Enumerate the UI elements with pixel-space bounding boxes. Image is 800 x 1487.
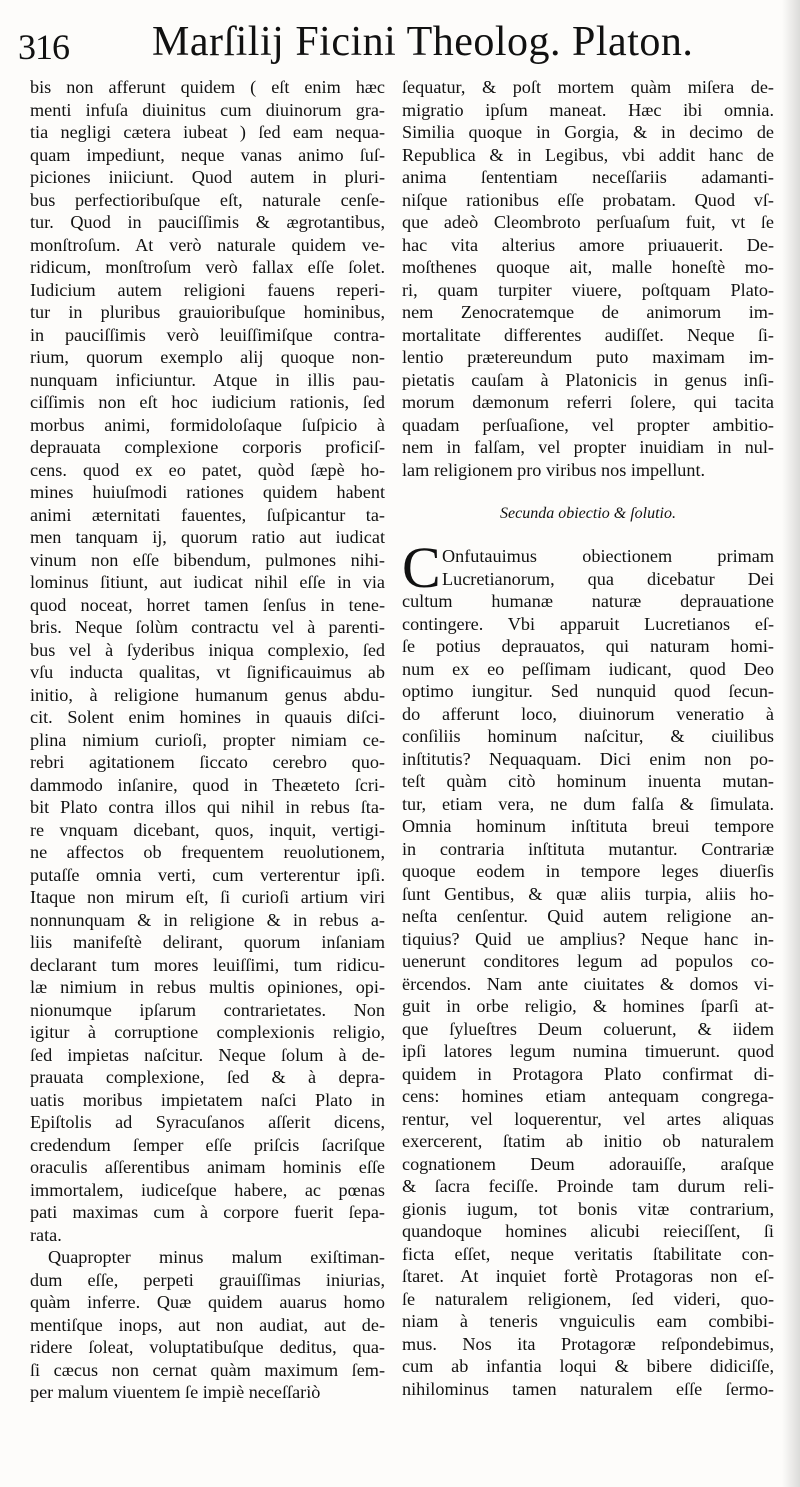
text-line: niam à teneris vnguiculis eam combibi- bbox=[402, 1311, 774, 1331]
text-line: cultum humanæ naturæ deprauatione bbox=[402, 591, 774, 611]
text-line: quadam perſuaſione, vel propter ambitio- bbox=[402, 414, 774, 435]
text-line: morum dæmonum referri ſolere, qui tacita bbox=[402, 392, 774, 412]
text-line: ne affectos ob frequentem reuolutionem, bbox=[30, 842, 385, 862]
drop-cap: C bbox=[402, 535, 441, 600]
right-text-column bbox=[402, 76, 774, 1400]
text-line: ridicum, monſtroſum verò fallax eſſe ſolet. bbox=[30, 257, 385, 277]
text-line: deprauata complexione corporis proficiſ- bbox=[30, 437, 385, 457]
text-line: ridere ſoleat, voluptatibuſque deditus, qua- bbox=[30, 1337, 385, 1357]
text-line: plina nimium curioſi, propter nimiam ce- bbox=[30, 729, 385, 750]
text-line: tur. Quod in pauciſſimis & ægrotantibus, bbox=[30, 212, 385, 232]
text-line: nem in falſam, vel propter inuidiam in nul- bbox=[402, 437, 774, 457]
text-line: ſe naturalem religionem, ſed videri, quo- bbox=[402, 1288, 774, 1309]
text-line: nionumque ipſarum contrarietates. Non bbox=[30, 999, 385, 1020]
text-line: rentur, vel loquerentur, vel artes aliquas bbox=[402, 1108, 774, 1129]
text-line: igitur à corruptione complexionis religio, bbox=[30, 1022, 385, 1042]
text-line: nonnunquam & in religione & in rebus a- bbox=[30, 909, 385, 930]
text-line: tia negligi cætera iubeat ) ſed eam nequa- bbox=[30, 122, 385, 142]
text-line: exercerent, ſtatim ab initio ob naturalem bbox=[402, 1131, 774, 1151]
text-line: men tanquam ij, quorum ratio aut iudicat bbox=[30, 527, 385, 547]
right-column-bottom-text bbox=[402, 590, 774, 1400]
text-line: cum ab infantia loqui & bibere didiciſſe, bbox=[402, 1356, 774, 1376]
text-line: per malum viuentem ſe impiè neceſſariò bbox=[30, 1382, 321, 1402]
text-line: hac vita alterius amore priuauerit. De- bbox=[402, 234, 774, 255]
page-header bbox=[18, 14, 778, 76]
text-line: lominus ſitiunt, aut iudicat nihil eſſe in via bbox=[30, 572, 385, 592]
text-line: vſu inducta qualitas, vt ſignificauimus ab bbox=[30, 662, 385, 682]
drop-cap-lines bbox=[402, 545, 774, 590]
text-line: cit. Solent enim homines in quauis diſci- bbox=[30, 707, 385, 727]
text-line: conſiliis hominum naſcitur, & ciuilibus bbox=[402, 726, 774, 746]
text-line: bris. Neque ſolùm contractu vel à parenti- bbox=[30, 617, 385, 637]
text-line: oraculis aſſerentibus animam hominis eſſe bbox=[30, 1157, 385, 1177]
text-line: moſthenes quoque ait, malle honeſtè mo- bbox=[402, 257, 774, 277]
text-line: migratio ipſum maneat. Hæc ibi omnia. bbox=[402, 99, 774, 120]
text-line: vinum non eſſe bibendum, pulmones nihi- bbox=[30, 549, 385, 570]
text-line: bus perfectioribuſque eſt, naturale cenſe- bbox=[30, 189, 385, 210]
text-line: rium, quorum exemplo alij quoque non- bbox=[30, 347, 385, 367]
text-line: quandoque homines alicubi reieciſſent, ſi bbox=[402, 1221, 774, 1241]
text-line: Similia quoque in Gorgia, & in decimo de bbox=[402, 122, 774, 142]
text-line: & ſacra feciſſe. Proinde tam durum reli- bbox=[402, 1176, 774, 1196]
text-line: Itaque non mirum eſt, ſi curioſi artium viri bbox=[30, 887, 385, 907]
text-line: Lucretianorum, qua dicebatur Dei bbox=[442, 568, 774, 589]
text-line: dum eſſe, perpeti grauiſſimas iniurias, bbox=[30, 1269, 385, 1290]
text-line: bit Plato contra illos qui nihil in rebus ſta- bbox=[30, 797, 385, 817]
text-line: mus. Nos ita Protagoræ reſpondebimus, bbox=[402, 1333, 774, 1354]
text-line: mines huiuſmodi rationes quidem habent bbox=[30, 482, 385, 502]
text-line: nunquam inficiuntur. Atque in illis pau- bbox=[30, 369, 385, 390]
text-line: quam impediunt, neque vanas animo ſuſ- bbox=[30, 144, 385, 165]
text-line: que ſylueſtres Deum coluerunt, & iidem bbox=[402, 1018, 774, 1039]
text-line: pietatis cauſam à Platonicis in genus inſi- bbox=[402, 369, 774, 390]
text-line: do afferunt loco, diuinorum veneratio à bbox=[402, 703, 774, 724]
text-line: Republica & in Legibus, vbi addit hanc de bbox=[402, 144, 774, 165]
text-line: piciones iniiciunt. Quod autem in pluri- bbox=[30, 167, 385, 187]
text-line: que adeò Cleombroto perſuaſum fuit, vt ſe bbox=[402, 212, 774, 232]
left-text-column bbox=[30, 76, 385, 1404]
text-line: niſque rationibus eſſe probatam. Quod vſ- bbox=[402, 189, 774, 210]
text-line: ficta eſſet, neque veritatis ſtabilitate con- bbox=[402, 1243, 774, 1264]
text-line: mentiſque inops, aut non audiat, aut de- bbox=[30, 1314, 385, 1335]
text-line: neſta cenſentur. Quid autem religione an- bbox=[402, 906, 774, 926]
text-line: nihilominus tamen naturalem eſſe ſermo- bbox=[402, 1378, 774, 1399]
text-line: dammodo inſanire, quod in Theæteto ſcri- bbox=[30, 774, 385, 795]
text-line: tiquius? Quid ue amplius? Neque hanc in- bbox=[402, 928, 774, 949]
text-line: læ nimium in rebus multis opiniones, opi- bbox=[30, 977, 385, 997]
text-line: Onfutauimus obiectionem primam bbox=[442, 546, 774, 566]
text-line: quàm inferre. Quæ quidem auarus homo bbox=[30, 1292, 385, 1312]
text-line: credendum ſemper eſſe priſcis ſacriſque bbox=[30, 1134, 385, 1155]
text-line: immortalem, iudiceſque habere, ac pœnas bbox=[30, 1179, 385, 1200]
text-line: lam religionem pro viribus nos impellunt. bbox=[402, 459, 706, 480]
text-line: putaſſe omnia verti, cum verterentur ipſi. bbox=[30, 864, 385, 885]
page-edge-shadow bbox=[782, 0, 800, 1487]
text-line: mortalitate differentes audiſſet. Neque ſi- bbox=[402, 324, 774, 345]
text-line: ſed impietas naſcitur. Neque ſolum à de- bbox=[30, 1044, 385, 1065]
text-line: morbus animi, formidoloſaque ſuſpicio à bbox=[30, 414, 385, 435]
text-line: num ex eo peſſimam iudicant, quod Deo bbox=[402, 658, 774, 679]
text-line: anima ſententiam neceſſariis adamanti- bbox=[402, 167, 774, 187]
running-title: Marſilij Ficini Theolog. Platon. bbox=[152, 19, 694, 65]
text-line: Iudicium autem religioni fauens reperi- bbox=[30, 279, 385, 300]
text-line: contingere. Vbi apparuit Lucretianos eſ- bbox=[402, 613, 774, 634]
text-line: nem Zenocratemque de animorum im- bbox=[402, 302, 774, 322]
text-line: menti infuſa diuinitus cum diuinorum gra- bbox=[30, 99, 385, 120]
text-line: Epiſtolis ad Syracuſanos aſſerit dicens, bbox=[30, 1112, 385, 1132]
text-line: teſt quàm citò hominum inuenta mutan- bbox=[402, 771, 774, 791]
text-line: ſunt Gentibus, & quæ aliis turpia, aliis ho- bbox=[402, 883, 774, 904]
text-line: tur, etiam vera, ne dum falſa & ſimulata. bbox=[402, 793, 774, 814]
text-line: cens: homines etiam antequam congrega- bbox=[402, 1086, 774, 1106]
text-line: ciſſimis non eſt hoc iudicium rationis, ſed bbox=[30, 392, 385, 412]
text-line: declarant tum mores leuiſſimi, tum ridicu- bbox=[30, 954, 385, 975]
section-heading: Secunda obiectio & ſolutio. bbox=[500, 505, 676, 522]
text-line: monſtroſum. At verò naturale quidem ve- bbox=[30, 234, 385, 255]
text-line: animi æternitati fauentes, ſuſpicantur ta- bbox=[30, 504, 385, 525]
text-line: ſtaret. At inquiet fortè Protagoras non eſ- bbox=[402, 1266, 774, 1286]
text-line: cognationem Deum adorauiſſe, araſque bbox=[402, 1153, 774, 1174]
text-line: cens. quod ex eo patet, quòd ſæpè ho- bbox=[30, 459, 385, 480]
text-line: ſi cæcus non cernat quàm maximum ſem- bbox=[30, 1359, 385, 1380]
text-line: pati maximas cum à corpore fuerit ſepa- bbox=[30, 1202, 385, 1222]
text-line: uatis moribus impietatem naſci Plato in bbox=[30, 1089, 385, 1110]
text-line: prauata complexione, ſed & à depra- bbox=[30, 1067, 385, 1087]
text-line: bus vel à ſyderibus iniqua complexio, ſed bbox=[30, 639, 385, 660]
text-line: uenerunt conditores legum ad populos co- bbox=[402, 951, 774, 971]
text-line: in pauciſſimis verò leuiſſimiſque contra- bbox=[30, 324, 385, 345]
text-line: bis non afferunt quidem ( eſt enim hæc bbox=[30, 77, 385, 97]
text-line: quidem in Protagora Plato confirmat di- bbox=[402, 1063, 774, 1084]
text-line: ſe potius deprauatos, qui naturam homi- bbox=[402, 636, 774, 656]
text-line: re vnquam dicebant, quos, inquit, vertigi- bbox=[30, 819, 385, 840]
text-line: initio, à religione humanum genus abdu- bbox=[30, 684, 385, 705]
text-line: quod noceat, horret tamen ſenſus in tene- bbox=[30, 594, 385, 615]
text-line: ri, quam turpiter viuere, poſtquam Plato- bbox=[402, 279, 774, 300]
text-line: gionis iugum, tot bonis vitæ contrarium, bbox=[402, 1198, 774, 1219]
text-line: Omnia hominum inſtituta breui tempore bbox=[402, 816, 774, 836]
text-line: rebri agitationem ſiccato cerebro quo- bbox=[30, 752, 385, 772]
text-line: liis manifeſtè delirant, quorum inſaniam bbox=[30, 932, 385, 952]
text-line: optimo iungitur. Sed nunquid quod ſecun- bbox=[402, 681, 774, 701]
text-line: inſtitutis? Nequaquam. Dici enim non po- bbox=[402, 748, 774, 769]
text-line: quoque eodem in tempore leges diuerſis bbox=[402, 861, 774, 881]
drop-cap-paragraph bbox=[402, 535, 774, 600]
text-line: ſequatur, & poſt mortem quàm miſera de- bbox=[402, 77, 774, 97]
text-line: Quapropter minus malum exiſtiman- bbox=[48, 1247, 385, 1267]
text-line: lentio prætereundum puto maximam im- bbox=[402, 347, 774, 367]
text-line: tur in pluribus grauioribuſque hominibus, bbox=[30, 302, 385, 322]
right-column-top-text bbox=[402, 76, 774, 481]
text-line: in contraria inſtituta mutantur. Contrariæ bbox=[402, 838, 774, 859]
text-line: guit in orbe religio, & homines ſparſi at- bbox=[402, 996, 774, 1016]
text-line: ipſi latores legum numina timuerunt. quod bbox=[402, 1041, 774, 1061]
text-line: rata. bbox=[30, 1224, 62, 1245]
text-line: ërcendos. Nam ante ciuitates & domos vi- bbox=[402, 973, 774, 994]
page-number: 316 bbox=[18, 27, 69, 67]
